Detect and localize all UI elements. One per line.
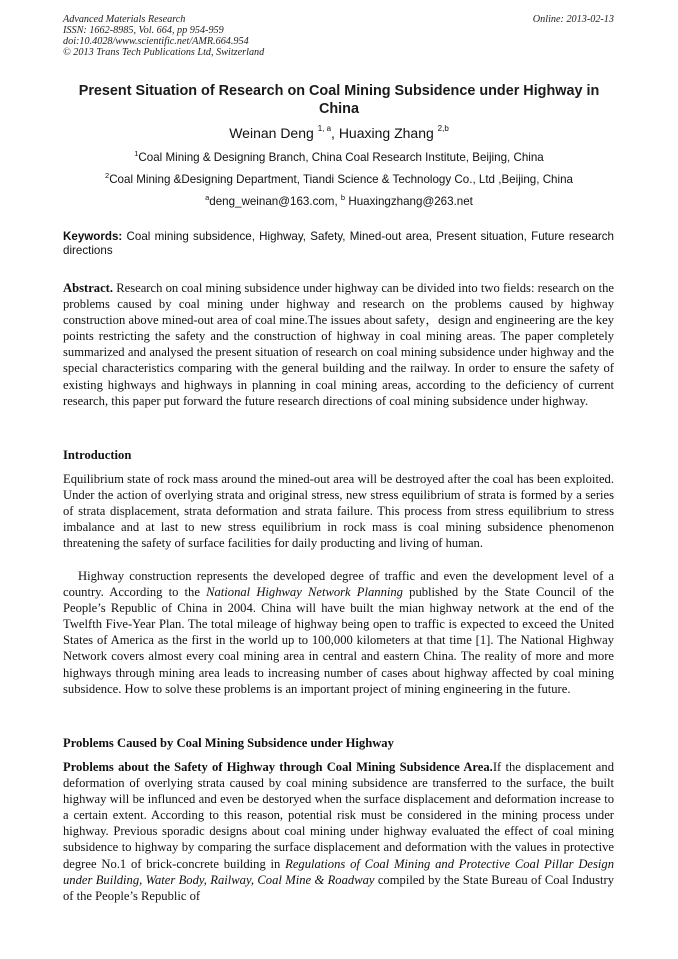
email-1-marker: a	[205, 193, 210, 202]
keywords	[63, 230, 614, 258]
abstract-text: Research on coal mining subsidence under highway can be divided into two fields: research on the problems caused by coal mining under highway and research on the problems caused by highway construction above mined-out area of coal mine.The issues about safety，design and engineering are the key points restricting the safety and the construction of highway in coal mining areas. The paper completely summarized and analysed the present situation of research on coal mining subsidence under highway and the special characteristics comparing with the general building and the railway. In order to ensure the safety of existing highways and highways in planning in coal mining areas, according to the deficiency of current research, this paper put forward the future research directions of coal mining subsidence under highway.	[63, 281, 614, 408]
abstract	[63, 280, 614, 409]
abstract-label: Abstract.	[63, 281, 114, 295]
author-separator: ,	[331, 125, 339, 141]
affiliation-1-marker: 1	[134, 149, 139, 158]
email-2: Huaxingzhang@263.net	[348, 195, 473, 208]
problems-text-2: compiled by the State Bureau of Coal Industry of the People’s Republic of	[63, 872, 614, 903]
author-emails	[40, 195, 638, 209]
problems-italic-regulation: Regulations of Coal Mining and Protective Coal Pillar Design under Building, Water Body, Railway, Coal Mine & Roadway	[63, 856, 614, 887]
introduction-paragraph-1: Equilibrium state of rock mass around the mined-out area will be destroyed after the coal has been exploited. Under the action of overlying strata and original stress, new stress equilibrium of strata is formed by a series of strata displacement, strata deformation and strata failure. This process from stress equilibrium to stress imbalance and at last to new stress equilibrium in rock mass is coal mining subsidence phenomenon threatening the safety of surface facilities for daily producting and living of human.	[63, 472, 614, 551]
journal-doi: doi:10.4028/www.scientific.net/AMR.664.954	[63, 36, 249, 47]
affiliation-1-text: Coal Mining & Designing Branch, China Coal Research Institute, Beijing, China	[138, 151, 544, 164]
affiliation-2-text: Coal Mining &Designing Department, Tiandi Science & Technology Co., Ltd ,Beijing, China	[109, 173, 573, 186]
author-1-name: Weinan Deng	[229, 125, 314, 141]
intro-p2-end: published by the State Council of the People’s Republic of China in 2004. China will have built the mian highway network at the end of the Twelfth Five-Year Plan. The total mileage of highway being open to traffic is expected to exceed the United States of America as the first in the world up to 100,000 kilometers at that time [1]. The National Highway Network covers almost every coal mining area in central and eastern China. The reality of more and more highways through mining area leads to increasing number of cases about highway affected by coal mining subsidence. How to solve these problems is an important project of mining engineering in the future.	[63, 585, 614, 696]
email-1: deng_weinan@163.com,	[209, 195, 341, 208]
problems-subheading: Problems about the Safety of Highway through Coal Mining Subsidence Area.	[63, 760, 493, 774]
journal-header	[63, 14, 614, 58]
intro-p2-italic-title: National Highway Network Planning	[206, 585, 403, 600]
author-1-marker: 1, a	[317, 124, 332, 133]
intro-p2-start: Highway construction represents the developed degree of traffic and even the development level of a country. According to the	[63, 569, 614, 600]
journal-name: Advanced Materials Research	[63, 14, 186, 25]
paper-title: Present Situation of Research on Coal Mining Subsidence under Highway in China	[78, 83, 600, 117]
affiliation-2	[40, 173, 638, 187]
journal-copyright: © 2013 Trans Tech Publications Ltd, Switzerland	[63, 47, 265, 58]
author-2-marker: 2,b	[437, 124, 449, 133]
author-list	[40, 124, 638, 142]
journal-issn: ISSN: 1662-8985, Vol. 664, pp 954-959	[63, 25, 224, 36]
author-2-name: Huaxing Zhang	[338, 125, 434, 141]
affiliation-2-marker: 2	[105, 171, 110, 180]
keywords-label: Keywords:	[63, 230, 123, 243]
problems-text-1: If the displacement and deformation of overlying strata caused by coal mining subsidence are transferred to the surface, the built highway will be influnced and even be destoryed when the surface displacement and deformation increase to a certain extent. According to this reason, potential risk must be considered in the mining process under highway. Previous sporadic designs about coal mining under highway evaluated the effect of coal mining subsidence to highway by comparing the surface displacement and deformation with the values in protective degree No.1 of brick-concrete building in	[63, 760, 614, 871]
problems-paragraph	[63, 759, 614, 904]
section-heading-introduction: Introduction	[63, 448, 132, 462]
introduction-paragraph-2	[63, 568, 614, 697]
section-heading-problems: Problems Caused by Coal Mining Subsidence under Highway	[63, 736, 394, 750]
affiliation-1	[40, 151, 638, 165]
keywords-text: Coal mining subsidence, Highway, Safety, Mined-out area, Present situation, Future research directions	[63, 230, 614, 257]
online-date: Online: 2013-02-13	[532, 14, 614, 25]
email-2-marker: b	[340, 193, 346, 202]
